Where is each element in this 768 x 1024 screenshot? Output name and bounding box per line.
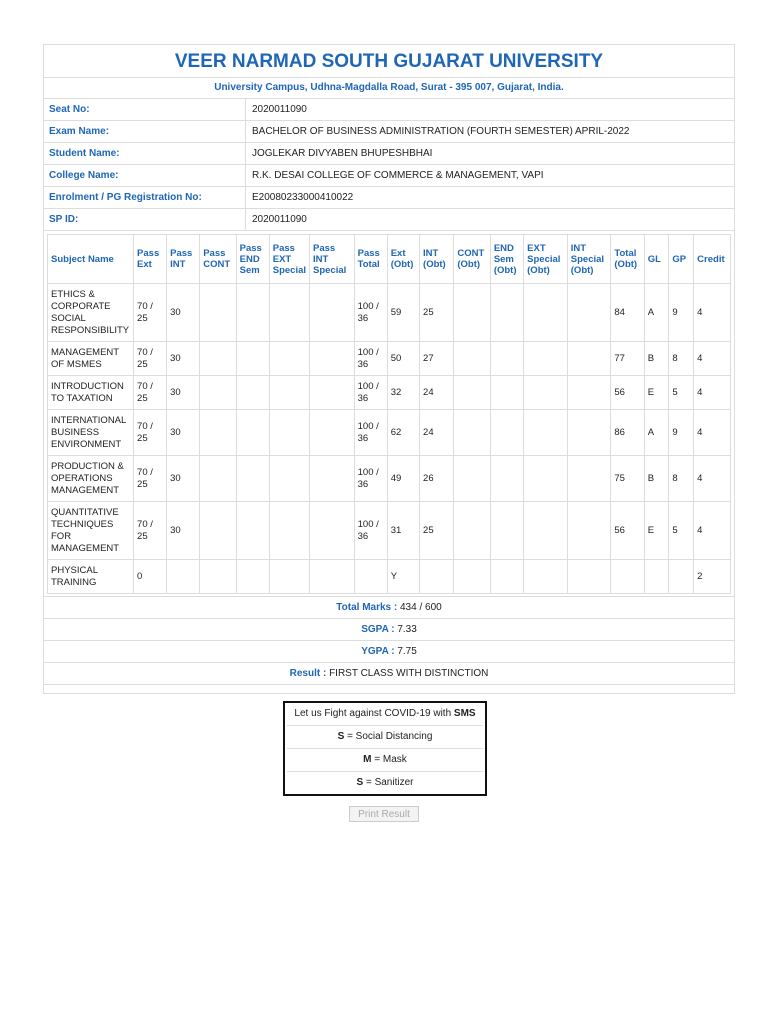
info-value: 2020011090 <box>252 104 307 115</box>
table-cell <box>200 284 236 342</box>
university-address: University Campus, Udhna-Magdalla Road, Surat - 395 007, Gujarat, India. <box>44 78 734 99</box>
ygpa-label: YGPA : <box>361 646 395 657</box>
covid-line-s <box>287 726 483 749</box>
table-cell: 30 <box>167 342 200 376</box>
table-cell: 100 / 36 <box>354 284 387 342</box>
table-cell <box>310 560 355 594</box>
table-cell: 70 / 25 <box>134 342 167 376</box>
table-cell: 4 <box>694 502 731 560</box>
column-header: Pass Total <box>354 235 387 284</box>
table-cell <box>236 376 269 410</box>
table-cell: 30 <box>167 410 200 456</box>
table-cell: 77 <box>611 342 644 376</box>
table-cell <box>524 410 568 456</box>
info-label: SP ID: <box>44 209 246 230</box>
table-cell <box>490 560 523 594</box>
table-cell <box>567 342 611 376</box>
covid-intro-bold: SMS <box>453 708 476 719</box>
table-cell <box>524 342 568 376</box>
table-cell <box>567 410 611 456</box>
print-result-button[interactable]: Print Result <box>349 806 419 822</box>
table-row <box>48 502 731 560</box>
table-cell <box>200 342 236 376</box>
table-cell: 100 / 36 <box>354 376 387 410</box>
covid-letter: M <box>363 754 372 765</box>
covid-line-s2 <box>287 772 483 794</box>
table-body <box>48 284 731 594</box>
column-header: Total (Obt) <box>611 235 644 284</box>
table-cell <box>236 502 269 560</box>
table-cell <box>269 410 309 456</box>
table-cell: 100 / 36 <box>354 502 387 560</box>
table-cell <box>200 456 236 502</box>
table-cell <box>567 376 611 410</box>
table-cell: B <box>644 342 669 376</box>
table-cell <box>454 560 490 594</box>
table-cell: 70 / 25 <box>134 284 167 342</box>
table-cell <box>567 560 611 594</box>
table-row <box>48 560 731 594</box>
table-row <box>48 284 731 342</box>
result-label: Result : <box>289 668 327 679</box>
table-cell: 70 / 25 <box>134 376 167 410</box>
subject-name-cell: INTRODUCTION TO TAXATION <box>48 376 134 410</box>
table-cell <box>200 376 236 410</box>
university-title: VEER NARMAD SOUTH GUJARAT UNIVERSITY <box>44 45 734 78</box>
table-cell: Y <box>387 560 419 594</box>
result-row <box>44 662 734 684</box>
table-cell: A <box>644 284 669 342</box>
table-cell <box>454 502 490 560</box>
table-cell <box>524 284 568 342</box>
info-label: Enrolment / PG Registration No: <box>44 187 246 208</box>
table-cell: 100 / 36 <box>354 410 387 456</box>
table-cell: 9 <box>669 410 694 456</box>
table-cell <box>567 502 611 560</box>
covid-line-m <box>287 749 483 772</box>
info-row-college <box>44 165 734 187</box>
table-cell <box>269 376 309 410</box>
marks-table <box>47 234 731 594</box>
table-cell: 31 <box>387 502 419 560</box>
column-header: Pass INT <box>167 235 200 284</box>
table-cell: 56 <box>611 376 644 410</box>
table-cell <box>310 502 355 560</box>
table-cell <box>310 376 355 410</box>
table-cell <box>269 284 309 342</box>
table-cell <box>236 342 269 376</box>
table-cell: 32 <box>387 376 419 410</box>
table-cell: 4 <box>694 410 731 456</box>
table-cell: 27 <box>420 342 454 376</box>
info-value: 2020011090 <box>252 214 307 225</box>
column-header: Pass EXT Special <box>269 235 309 284</box>
table-cell <box>236 284 269 342</box>
table-cell: 70 / 25 <box>134 502 167 560</box>
table-cell <box>310 284 355 342</box>
table-cell <box>269 456 309 502</box>
table-cell: 0 <box>134 560 167 594</box>
table-cell <box>310 456 355 502</box>
table-cell <box>454 284 490 342</box>
info-row-spid <box>44 209 734 231</box>
total-marks-label: Total Marks : <box>336 602 398 613</box>
column-header: Credit <box>694 235 731 284</box>
table-cell <box>454 342 490 376</box>
column-header: EXT Special (Obt) <box>524 235 568 284</box>
table-cell: A <box>644 410 669 456</box>
column-header: INT (Obt) <box>420 235 454 284</box>
covid-intro <box>287 703 483 726</box>
table-cell: 30 <box>167 376 200 410</box>
table-cell <box>454 376 490 410</box>
table-cell <box>310 342 355 376</box>
table-cell: 25 <box>420 502 454 560</box>
table-cell <box>490 456 523 502</box>
info-value: R.K. DESAI COLLEGE OF COMMERCE & MANAGEMENT, VAPI <box>252 170 544 181</box>
table-cell <box>669 560 694 594</box>
table-cell: 59 <box>387 284 419 342</box>
table-cell <box>524 502 568 560</box>
table-cell <box>490 502 523 560</box>
table-cell <box>490 342 523 376</box>
column-header: END Sem (Obt) <box>490 235 523 284</box>
table-cell: 4 <box>694 284 731 342</box>
info-row-student <box>44 143 734 165</box>
table-cell: 30 <box>167 284 200 342</box>
table-cell: E <box>644 376 669 410</box>
table-cell: 26 <box>420 456 454 502</box>
column-header: Pass Ext <box>134 235 167 284</box>
covid-letter: S <box>356 777 364 788</box>
table-cell <box>490 376 523 410</box>
table-cell: 4 <box>694 456 731 502</box>
info-value: JOGLEKAR DIVYABEN BHUPESHBHAI <box>252 148 433 159</box>
column-header: Subject Name <box>48 235 134 284</box>
table-cell <box>354 560 387 594</box>
column-header: Pass CONT <box>200 235 236 284</box>
table-cell: 86 <box>611 410 644 456</box>
table-cell <box>524 560 568 594</box>
table-cell: 24 <box>420 376 454 410</box>
info-row-exam <box>44 121 734 143</box>
covid-letter: S <box>337 731 345 742</box>
covid-text: = Sanitizer <box>365 777 414 788</box>
table-cell: 30 <box>167 456 200 502</box>
table-row <box>48 342 731 376</box>
sgpa-row <box>44 618 734 640</box>
table-cell: 9 <box>669 284 694 342</box>
info-value: BACHELOR OF BUSINESS ADMINISTRATION (FOURTH SEMESTER) APRIL-2022 <box>252 126 630 137</box>
column-header: CONT (Obt) <box>454 235 490 284</box>
table-cell <box>236 456 269 502</box>
table-cell: 50 <box>387 342 419 376</box>
subject-name-cell: INTERNATIONAL BUSINESS ENVIRONMENT <box>48 410 134 456</box>
total-marks-value: 434 / 600 <box>400 602 442 613</box>
table-cell: 8 <box>669 342 694 376</box>
covid-intro-text: Let us Fight against COVID-19 with <box>294 708 452 719</box>
info-row-enrolment <box>44 187 734 209</box>
result-value: FIRST CLASS WITH DISTINCTION <box>329 668 489 679</box>
info-value: E20080233000410022 <box>252 192 354 203</box>
table-cell <box>454 410 490 456</box>
table-cell <box>611 560 644 594</box>
column-header: Pass END Sem <box>236 235 269 284</box>
table-cell: 4 <box>694 342 731 376</box>
column-header: GP <box>669 235 694 284</box>
total-marks-row <box>44 596 734 618</box>
table-cell <box>420 560 454 594</box>
table-cell: 62 <box>387 410 419 456</box>
covid-notice <box>283 701 487 796</box>
table-cell <box>167 560 200 594</box>
table-cell: 70 / 25 <box>134 410 167 456</box>
table-cell: B <box>644 456 669 502</box>
table-cell: 49 <box>387 456 419 502</box>
table-cell: 100 / 36 <box>354 342 387 376</box>
table-cell <box>200 410 236 456</box>
column-header: INT Special (Obt) <box>567 235 611 284</box>
info-label: Exam Name: <box>44 121 246 142</box>
subject-name-cell: ETHICS & CORPORATE SOCIAL RESPONSIBILITY <box>48 284 134 342</box>
table-cell <box>567 456 611 502</box>
info-row-seat <box>44 99 734 121</box>
table-cell <box>269 342 309 376</box>
subject-name-cell: PHYSICAL TRAINING <box>48 560 134 594</box>
table-cell: 8 <box>669 456 694 502</box>
subject-name-cell: MANAGEMENT OF MSMES <box>48 342 134 376</box>
table-cell <box>269 502 309 560</box>
table-cell: 2 <box>694 560 731 594</box>
covid-text: = Social Distancing <box>347 731 433 742</box>
column-header: Pass INT Special <box>310 235 355 284</box>
table-cell <box>269 560 309 594</box>
info-label: Seat No: <box>44 99 246 120</box>
result-sheet <box>43 44 735 694</box>
table-cell <box>490 410 523 456</box>
table-cell <box>310 410 355 456</box>
table-cell <box>236 560 269 594</box>
table-cell: 56 <box>611 502 644 560</box>
ygpa-row <box>44 640 734 662</box>
sgpa-value: 7.33 <box>397 624 417 635</box>
table-cell <box>524 376 568 410</box>
table-cell <box>567 284 611 342</box>
table-cell: 30 <box>167 502 200 560</box>
student-info <box>44 99 734 231</box>
table-cell <box>524 456 568 502</box>
column-header: GL <box>644 235 669 284</box>
table-cell <box>644 560 669 594</box>
subject-name-cell: PRODUCTION & OPERATIONS MANAGEMENT <box>48 456 134 502</box>
table-cell: 25 <box>420 284 454 342</box>
covid-text: = Mask <box>374 754 407 765</box>
table-header-row <box>48 235 731 284</box>
sgpa-label: SGPA : <box>361 624 395 635</box>
table-cell <box>200 502 236 560</box>
table-cell: E <box>644 502 669 560</box>
table-cell: 5 <box>669 376 694 410</box>
table-cell: 5 <box>669 502 694 560</box>
column-header: Ext (Obt) <box>387 235 419 284</box>
spacer-row <box>44 684 734 693</box>
table-cell: 4 <box>694 376 731 410</box>
table-cell: 75 <box>611 456 644 502</box>
table-cell <box>490 284 523 342</box>
subject-name-cell: QUANTITATIVE TECHNIQUES FOR MANAGEMENT <box>48 502 134 560</box>
table-cell <box>200 560 236 594</box>
info-label: Student Name: <box>44 143 246 164</box>
table-cell: 24 <box>420 410 454 456</box>
info-label: College Name: <box>44 165 246 186</box>
table-cell: 70 / 25 <box>134 456 167 502</box>
table-row <box>48 410 731 456</box>
table-cell: 84 <box>611 284 644 342</box>
table-cell <box>454 456 490 502</box>
table-cell <box>236 410 269 456</box>
table-row <box>48 456 731 502</box>
ygpa-value: 7.75 <box>397 646 417 657</box>
table-cell: 100 / 36 <box>354 456 387 502</box>
table-row <box>48 376 731 410</box>
